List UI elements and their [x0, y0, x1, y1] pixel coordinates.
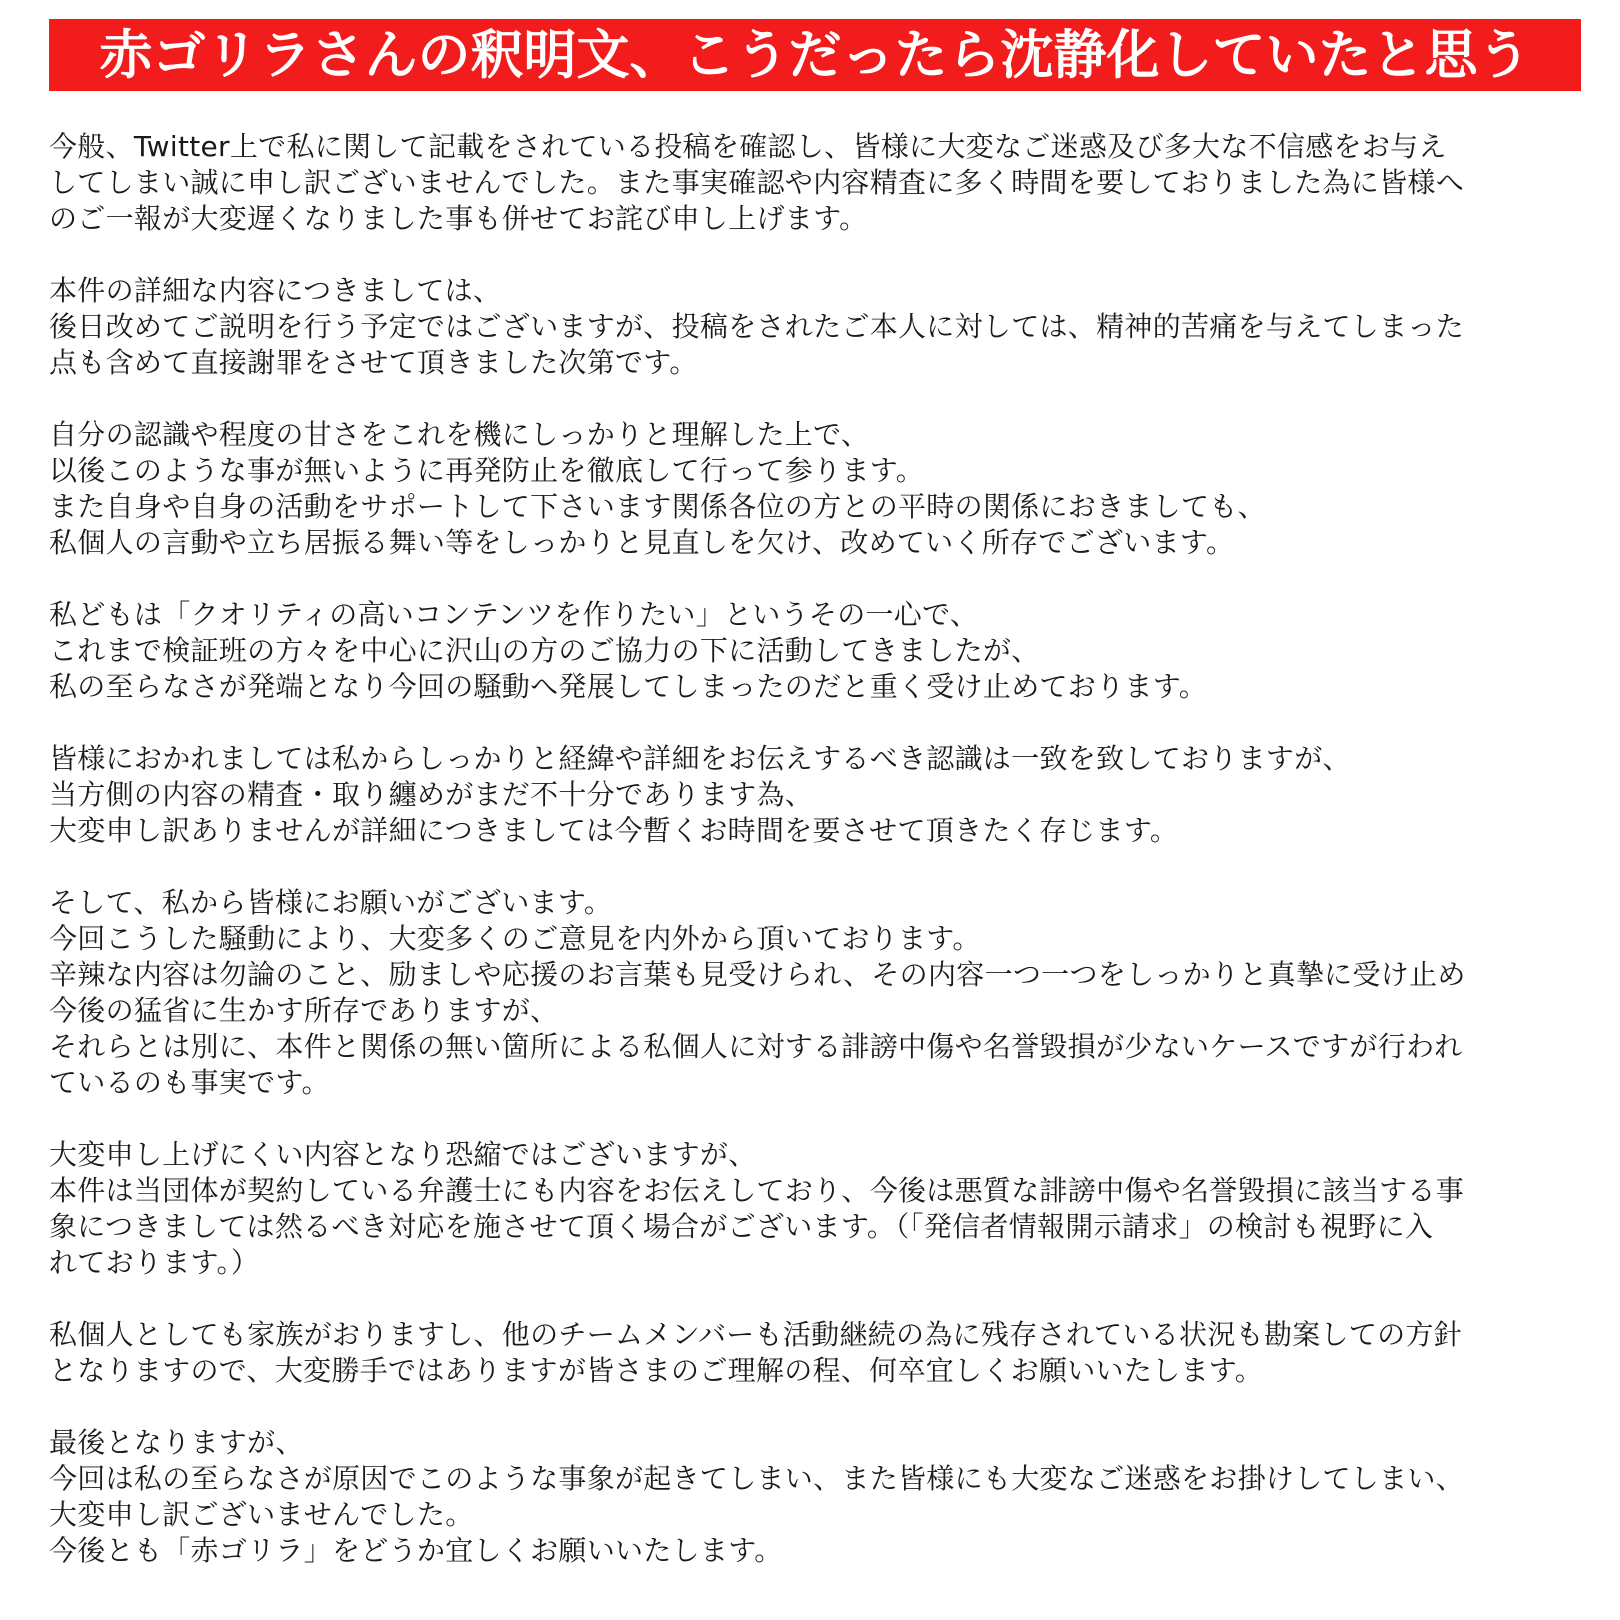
paragraph-line: 私個人としても家族がおりますし、他のチームメンバーも活動継続の為に残存されている状況も勘案しての方針	[49, 1318, 1463, 1351]
statement-body	[49, 129, 1589, 1605]
paragraph-line: 私の至らなさが発端となり今回の騒動へ発展してしまったのだと重く受け止めております。	[49, 670, 1208, 703]
paragraph-line: れております。）	[49, 1246, 260, 1279]
paragraph-line: 私個人の言動や立ち居振る舞い等をしっかりと見直しを欠け、改めていく所存でございます。	[49, 526, 1235, 559]
paragraph-line: 大変申し訳ありませんが詳細につきましては今暫くお時間を要させて頂きたく存じます。	[49, 814, 1179, 847]
paragraph-line: 私どもは「クオリティの高いコンテンツを作りたい」というその一心で、	[49, 598, 979, 631]
paragraph-line: 今回こうした騒動により、大変多くのご意見を内外から頂いております。	[49, 922, 981, 955]
paragraph-line: これまで検証班の方々を中心に沢山の方のご協力の下に活動してきましたが、	[49, 634, 1040, 667]
paragraph-1	[49, 129, 1589, 237]
paragraph-line: ているのも事実です。	[49, 1066, 330, 1099]
paragraph-line: 以後このような事が無いように再発防止を徹底して行って参ります。	[49, 454, 925, 487]
paragraph-line: 本件の詳細な内容につきましては、	[49, 274, 502, 307]
paragraph-line: 大変申し訳ございませんでした。	[49, 1498, 474, 1531]
paragraph-line: 今般、Twitter上で私に関して記載をされている投稿を確認し、皆様に大変なご迷惑及び多大な不信感をお与え	[49, 130, 1447, 163]
paragraph-line: 本件は当団体が契約している弁護士にも内容をお伝えしており、今後は悪質な誹謗中傷や名誉毀損に該当する事	[49, 1174, 1465, 1207]
paragraph-2	[49, 273, 1589, 381]
paragraph-line: 今回は私の至らなさが原因でこのような事象が起きてしまい、また皆様にも大変なご迷惑をお掛けしてしまい、	[49, 1462, 1465, 1495]
paragraph-line: 最後となりますが、	[49, 1426, 304, 1459]
paragraph-line: となりますので、大変勝手ではありますが皆さまのご理解の程、何卒宜しくお願いいたします。	[49, 1354, 1264, 1387]
paragraph-line: それらとは別に、本件と関係の無い箇所による私個人に対する誹謗中傷や名誉毀損が少ないケースですが行われ	[49, 1030, 1463, 1063]
paragraph-line: 当方側の内容の精査・取り纏めがまだ不十分であります為、	[49, 778, 814, 811]
paragraph-6	[49, 885, 1589, 1101]
page-title: 赤ゴリラさんの釈明文、こうだったら沈静化していたと思う	[99, 24, 1531, 86]
paragraph-line: また自身や自身の活動をサポートして下さいます関係各位の方との平時の関係におきましても、	[49, 490, 1266, 523]
paragraph-line: 大変申し上げにくい内容となり恐縮ではございますが、	[49, 1138, 757, 1171]
paragraph-8	[49, 1317, 1589, 1389]
paragraph-line: 辛辣な内容は勿論のこと、励ましや応援のお言葉も見受けられ、その内容一つ一つをしっかりと真摯に受け止め	[49, 958, 1466, 991]
paragraph-4	[49, 597, 1589, 705]
paragraph-line: のご一報が大変遅くなりました事も併せてお詫び申し上げます。	[49, 202, 868, 235]
paragraph-3	[49, 417, 1589, 561]
paragraph-line: 皆様におかれましては私からしっかりと経緯や詳細をお伝えするべき認識は一致を致しておりますが、	[49, 742, 1351, 775]
paragraph-7	[49, 1137, 1589, 1281]
paragraph-5	[49, 741, 1589, 849]
paragraph-line: 後日改めてご説明を行う予定ではございますが、投稿をされたご本人に対しては、精神的苦痛を与えてしまった	[49, 310, 1465, 343]
paragraph-line: 点も含めて直接謝罪をさせて頂きました次第です。	[49, 346, 698, 379]
paragraph-line: 自分の認識や程度の甘さをこれを機にしっかりと理解した上で、	[49, 418, 870, 451]
paragraph-9	[49, 1425, 1589, 1569]
title-banner	[49, 19, 1581, 91]
paragraph-line: 今後とも「赤ゴリラ」をどうか宜しくお願いいたします。	[49, 1534, 783, 1567]
paragraph-line: 象につきましては然るべき対応を施させて頂く場合がございます。（「発信者情報開示請求」の検討も視野に入	[49, 1210, 1434, 1243]
paragraph-line: 今後の猛省に生かす所存でありますが、	[49, 994, 559, 1027]
paragraph-line: してしまい誠に申し訳ございませんでした。また事実確認や内容精査に多く時間を要しておりました為に皆様へ	[49, 166, 1465, 199]
paragraph-line: そして、私から皆様にお願いがございます。	[49, 886, 613, 919]
